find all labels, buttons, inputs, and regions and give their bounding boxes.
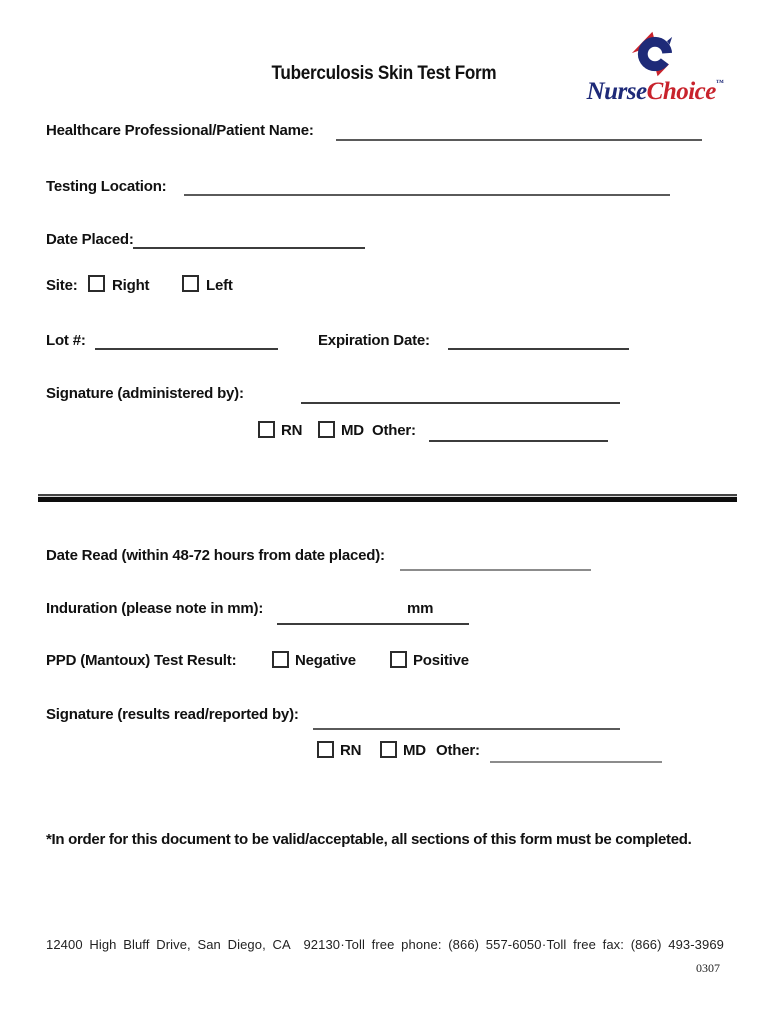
signature-results-field-line[interactable] bbox=[313, 728, 620, 730]
name-label: Healthcare Professional/Patient Name: bbox=[46, 122, 314, 139]
site-right-label: Right bbox=[112, 277, 150, 294]
footer-phone: Toll free phone: (866) 557-6050 bbox=[345, 937, 542, 952]
testing-location-label: Testing Location: bbox=[46, 178, 167, 195]
ppd-result-label: PPD (Mantoux) Test Result: bbox=[46, 652, 237, 669]
signature-results-label: Signature (results read/reported by): bbox=[46, 706, 299, 723]
expiration-date-label: Expiration Date: bbox=[318, 332, 430, 349]
page-title-text: Tuberculosis Skin Test Form bbox=[271, 63, 497, 84]
checkbox-positive[interactable] bbox=[390, 651, 407, 668]
form-revision-code: 0307 bbox=[696, 961, 720, 975]
checkbox-md-results[interactable] bbox=[380, 741, 397, 758]
date-placed-field-line[interactable] bbox=[133, 247, 365, 249]
checkbox-site-left[interactable] bbox=[182, 275, 199, 292]
date-read-field-line[interactable] bbox=[400, 569, 591, 571]
md-label-results: MD bbox=[403, 742, 426, 759]
positive-label: Positive bbox=[413, 652, 469, 669]
testing-location-field-line[interactable] bbox=[184, 194, 670, 196]
mm-unit-label: mm bbox=[407, 600, 434, 617]
other-field-line-results[interactable] bbox=[490, 761, 662, 763]
footer-fax: Toll free fax: (866) 493-3969 bbox=[546, 937, 724, 952]
checkbox-rn-administered[interactable] bbox=[258, 421, 275, 438]
md-label-administered: MD bbox=[341, 422, 364, 439]
negative-label: Negative bbox=[295, 652, 356, 669]
lot-number-label: Lot #: bbox=[46, 332, 86, 349]
wordmark-nurse: Nurse bbox=[586, 78, 647, 105]
expiration-date-field-line[interactable] bbox=[448, 348, 629, 350]
other-label-results: Other: bbox=[436, 742, 480, 759]
footer-contact-line bbox=[46, 937, 724, 952]
other-field-line-administered[interactable] bbox=[429, 440, 608, 442]
other-label-administered: Other: bbox=[372, 422, 416, 439]
site-left-label: Left bbox=[206, 277, 233, 294]
date-placed-label: Date Placed: bbox=[46, 231, 134, 248]
footer-separator-2: · bbox=[541, 937, 547, 952]
section-divider bbox=[38, 494, 737, 502]
wordmark-choice: Choice bbox=[646, 78, 716, 105]
name-field-line[interactable] bbox=[336, 139, 702, 141]
rn-label-results: RN bbox=[340, 742, 362, 759]
lot-number-field-line[interactable] bbox=[95, 348, 278, 350]
induration-field-line[interactable] bbox=[277, 623, 469, 625]
nursechoice-logo-icon bbox=[629, 30, 681, 78]
checkbox-md-administered[interactable] bbox=[318, 421, 335, 438]
signature-administered-field-line[interactable] bbox=[301, 402, 620, 404]
nursechoice-logo bbox=[585, 30, 725, 104]
signature-administered-label: Signature (administered by): bbox=[46, 385, 244, 402]
validity-note: *In order for this document to be valid/acceptable, all sections of this form must be completed. bbox=[46, 831, 692, 848]
induration-label: Induration (please note in mm): bbox=[46, 600, 264, 617]
nursechoice-wordmark bbox=[585, 79, 725, 104]
checkbox-site-right[interactable] bbox=[88, 275, 105, 292]
footer-separator-1: · bbox=[340, 937, 345, 952]
checkbox-rn-results[interactable] bbox=[317, 741, 334, 758]
site-label: Site: bbox=[46, 277, 78, 294]
footer-address: 12400 High Bluff Drive, San Diego, CA 92130 bbox=[46, 937, 341, 952]
checkbox-negative[interactable] bbox=[272, 651, 289, 668]
rn-label-administered: RN bbox=[281, 422, 303, 439]
date-read-label: Date Read (within 48-72 hours from date placed): bbox=[46, 547, 385, 564]
trademark-symbol: ™ bbox=[715, 78, 724, 87]
